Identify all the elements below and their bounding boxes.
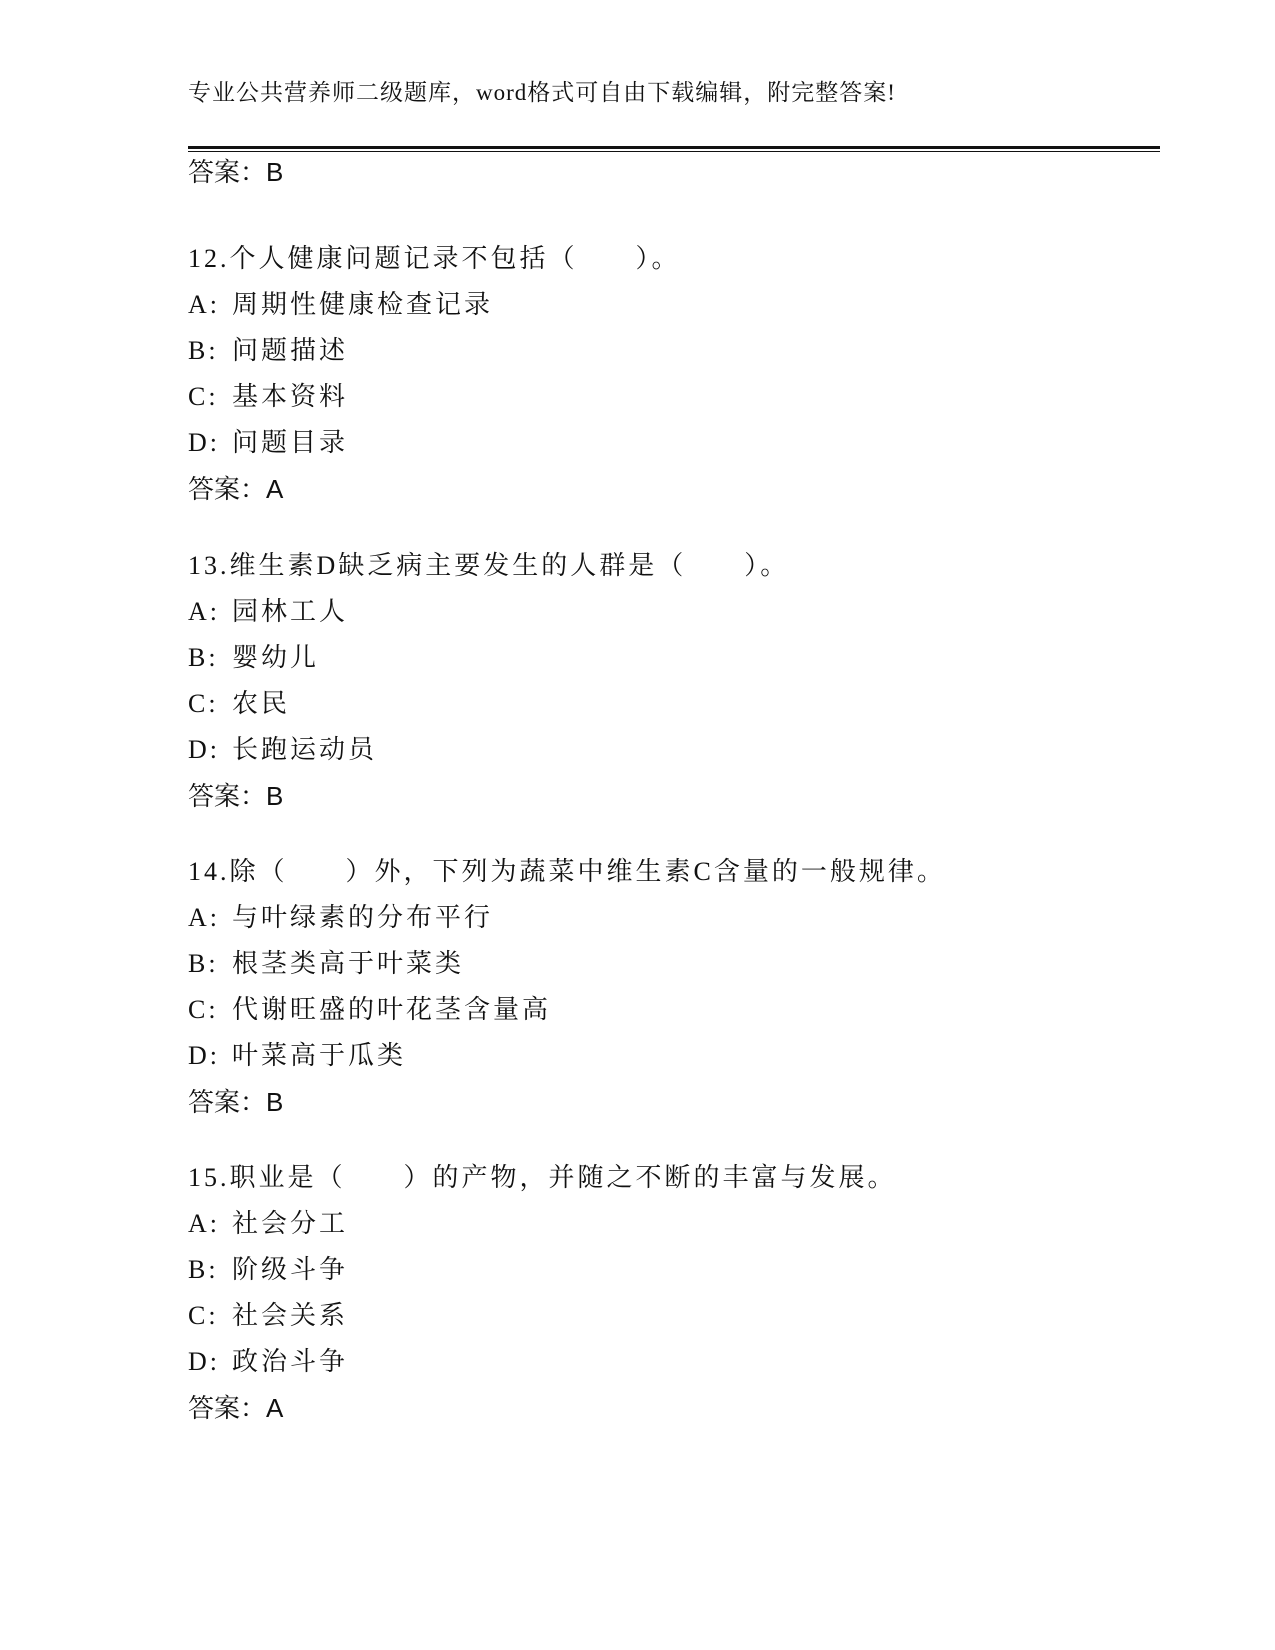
option-text: 问题描述 — [232, 336, 349, 365]
option-text: 代谢旺盛的叶花茎含量高 — [232, 995, 552, 1024]
option-c — [188, 987, 1160, 1033]
option-d — [188, 420, 1160, 466]
option-key: B: — [188, 643, 219, 672]
question-15 — [188, 1155, 1160, 1431]
option-c — [188, 374, 1160, 420]
question-13 — [188, 543, 1160, 819]
answer-line: 答案：B — [188, 1087, 284, 1117]
option-key: C: — [188, 689, 219, 718]
option-key: C: — [188, 382, 219, 411]
option-a — [188, 282, 1160, 328]
option-key: B: — [188, 336, 219, 365]
option-a — [188, 1201, 1160, 1247]
question-12 — [188, 236, 1160, 512]
option-b — [188, 1247, 1160, 1293]
option-key: A: — [188, 290, 220, 319]
option-key: D: — [188, 428, 220, 457]
option-key: A: — [188, 903, 220, 932]
previous-answer: 答案：B — [188, 157, 284, 187]
question-stem: 13.维生素D缺乏病主要发生的人群是（ ）。 — [188, 551, 790, 580]
option-text: 政治斗争 — [232, 1347, 349, 1376]
option-key: B: — [188, 949, 219, 978]
option-c — [188, 681, 1160, 727]
question-stem: 14.除（ ）外，下列为蔬菜中维生素C含量的一般规律。 — [188, 857, 946, 886]
option-text: 问题目录 — [232, 428, 349, 457]
question-14 — [188, 849, 1160, 1125]
question-stem: 12.个人健康问题记录不包括（ ）。 — [188, 244, 681, 273]
option-text: 社会分工 — [232, 1209, 349, 1238]
option-key: A: — [188, 597, 220, 626]
answer-line: 答案：A — [188, 1393, 284, 1423]
option-text: 根茎类高于叶菜类 — [232, 949, 465, 978]
option-text: 阶级斗争 — [232, 1255, 349, 1284]
option-key: A: — [188, 1209, 220, 1238]
option-text: 园林工人 — [232, 597, 349, 626]
answer-line: 答案：B — [188, 781, 284, 811]
option-b — [188, 941, 1160, 987]
option-d — [188, 727, 1160, 773]
option-text: 社会关系 — [232, 1301, 349, 1330]
option-a — [188, 589, 1160, 635]
option-text: 基本资料 — [232, 382, 349, 411]
option-a — [188, 895, 1160, 941]
header-rule — [188, 146, 1160, 152]
option-key: B: — [188, 1255, 219, 1284]
option-c — [188, 1293, 1160, 1339]
option-key: D: — [188, 1041, 220, 1070]
option-key: C: — [188, 1301, 219, 1330]
option-d — [188, 1033, 1160, 1079]
answer-line: 答案：A — [188, 474, 284, 504]
option-text: 农民 — [232, 689, 291, 718]
option-b — [188, 328, 1160, 374]
option-text: 周期性健康检查记录 — [232, 290, 494, 319]
option-text: 婴幼儿 — [232, 643, 320, 672]
option-key: D: — [188, 1347, 220, 1376]
option-key: D: — [188, 735, 220, 764]
page-header: 专业公共营养师二级题库，word格式可自由下载编辑，附完整答案! — [188, 80, 896, 105]
option-text: 与叶绿素的分布平行 — [232, 903, 494, 932]
question-stem: 15.职业是（ ）的产物，并随之不断的丰富与发展。 — [188, 1163, 897, 1192]
option-d — [188, 1339, 1160, 1385]
option-key: C: — [188, 995, 219, 1024]
option-text: 长跑运动员 — [232, 735, 378, 764]
option-b — [188, 635, 1160, 681]
option-text: 叶菜高于瓜类 — [232, 1041, 407, 1070]
